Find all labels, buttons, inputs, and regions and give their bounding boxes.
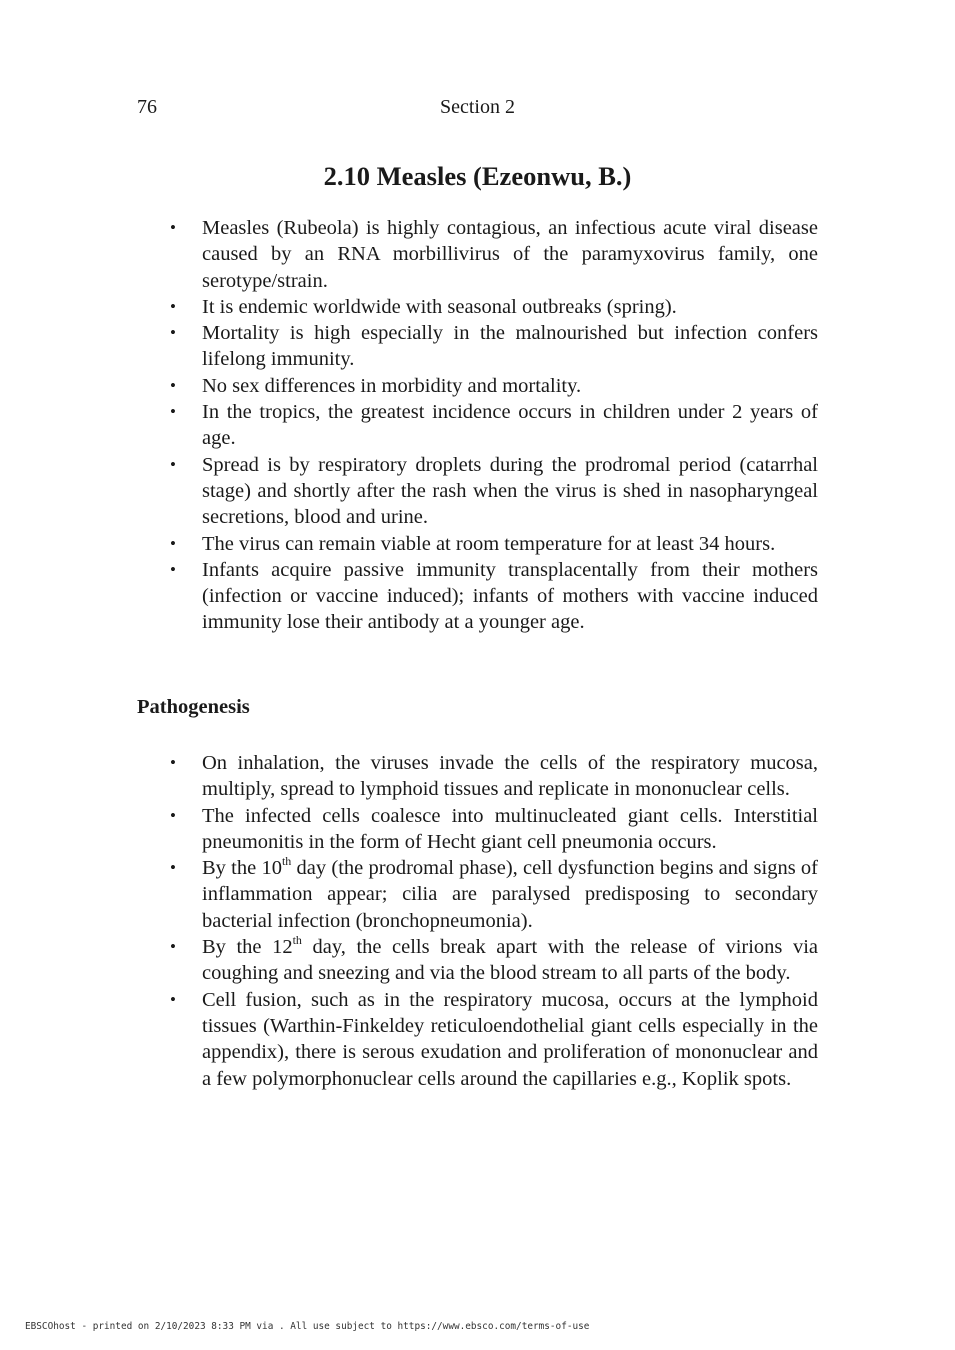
list-item (137, 373, 818, 399)
list-item-text: No sex differences in morbidity and mortality. (202, 374, 582, 397)
ordinal-suffix: th (281, 854, 292, 869)
section-heading-pathogenesis: Pathogenesis (137, 696, 250, 718)
list-item-text-start: By the 12 (202, 936, 293, 959)
list-item (137, 934, 818, 987)
running-head: Section 2 (440, 96, 515, 118)
list-item (137, 452, 818, 531)
list-item-text: The infected cells coalesce into multinucleated giant cells. Interstitial pneumonitis in the form of Hecht giant cell pneumonia occurs. (202, 804, 818, 853)
list-item-text: Cell fusion, such as in the respiratory mucosa, occurs at the lymphoid tissues (Warthin-Finkeldey reticuloendothelial giant cells especially in the appendix), there is serous exudation and proliferation of mononuclear and a few polymorphonuclear cells around the capillaries e.g., Koplik spots. (202, 988, 818, 1090)
list-item (137, 215, 818, 294)
list-item (137, 557, 818, 636)
list-item (137, 320, 818, 373)
list-item-text: Infants acquire passive immunity transplacentally from their mothers (infection or vaccine induced); infants of mothers with vaccine induced immunity lose their antibody at a younger age. (202, 558, 818, 634)
list-item-text: Spread is by respiratory droplets during the prodromal period (catarrhal stage) and shortly after the rash when the virus is shed in nasopharyngeal secretions, blood and urine. (202, 453, 818, 529)
list-item (137, 803, 818, 856)
bullet-icon: • (170, 296, 176, 316)
list-item-text: Measles (Rubeola) is highly contagious, an infectious acute viral disease caused by an RNA morbillivirus of the paramyxovirus family, one serotype/strain. (202, 217, 818, 292)
bullet-icon: • (170, 402, 176, 422)
list-item-text: Mortality is high especially in the malnourished but infection confers lifelong immunity. (202, 322, 818, 371)
list-item-text: On inhalation, the viruses invade the cells of the respiratory mucosa, multiply, spread to lymphoid tissues and replicate in mononuclear cells. (202, 752, 818, 801)
bullet-icon: • (170, 218, 176, 237)
bullet-icon: • (170, 559, 176, 579)
list-item (137, 750, 818, 803)
bullet-icon: • (170, 858, 176, 878)
list-item-text-end: day (the prodromal phase), cell dysfunction begins and signs of inflammation appear; cilia are paralysed predisposing to secondary bacterial infection (bronchopneumonia). (202, 857, 818, 932)
bullet-icon: • (170, 533, 176, 553)
print-footer: EBSCOhost - printed on 2/10/2023 8:33 PM via . All use subject to https://www.ebsco.com/terms-of-use (25, 1321, 590, 1332)
bullet-icon: • (170, 989, 176, 1009)
list-item (137, 294, 818, 320)
bullet-icon: • (170, 753, 176, 772)
ordinal-suffix: th (292, 933, 302, 948)
pathogenesis-bullet-list (137, 750, 818, 1092)
list-item-text: The virus can remain viable at room temperature for at least 34 hours. (202, 532, 776, 555)
bullet-icon: • (170, 937, 176, 957)
bullet-icon: • (170, 375, 176, 395)
page-number: 76 (137, 96, 157, 118)
intro-bullet-list (137, 215, 818, 636)
list-item-text: In the tropics, the greatest incidence occurs in children under 2 years of age. (202, 401, 818, 450)
list-item (137, 399, 818, 452)
list-item (137, 855, 818, 934)
list-item-text-start: By the 10 (202, 857, 282, 880)
list-item (137, 531, 818, 557)
list-item (137, 987, 818, 1092)
list-item-text-end: day, the cells break apart with the release of virions via coughing and sneezing and via the blood stream to all parts of the body. (202, 936, 819, 985)
chapter-title: 2.10 Measles (Ezeonwu, B.) (323, 161, 632, 191)
list-item-text: It is endemic worldwide with seasonal outbreaks (spring). (202, 295, 677, 318)
bullet-icon: • (170, 454, 176, 474)
bullet-icon: • (170, 323, 176, 343)
bullet-icon: • (170, 805, 176, 825)
